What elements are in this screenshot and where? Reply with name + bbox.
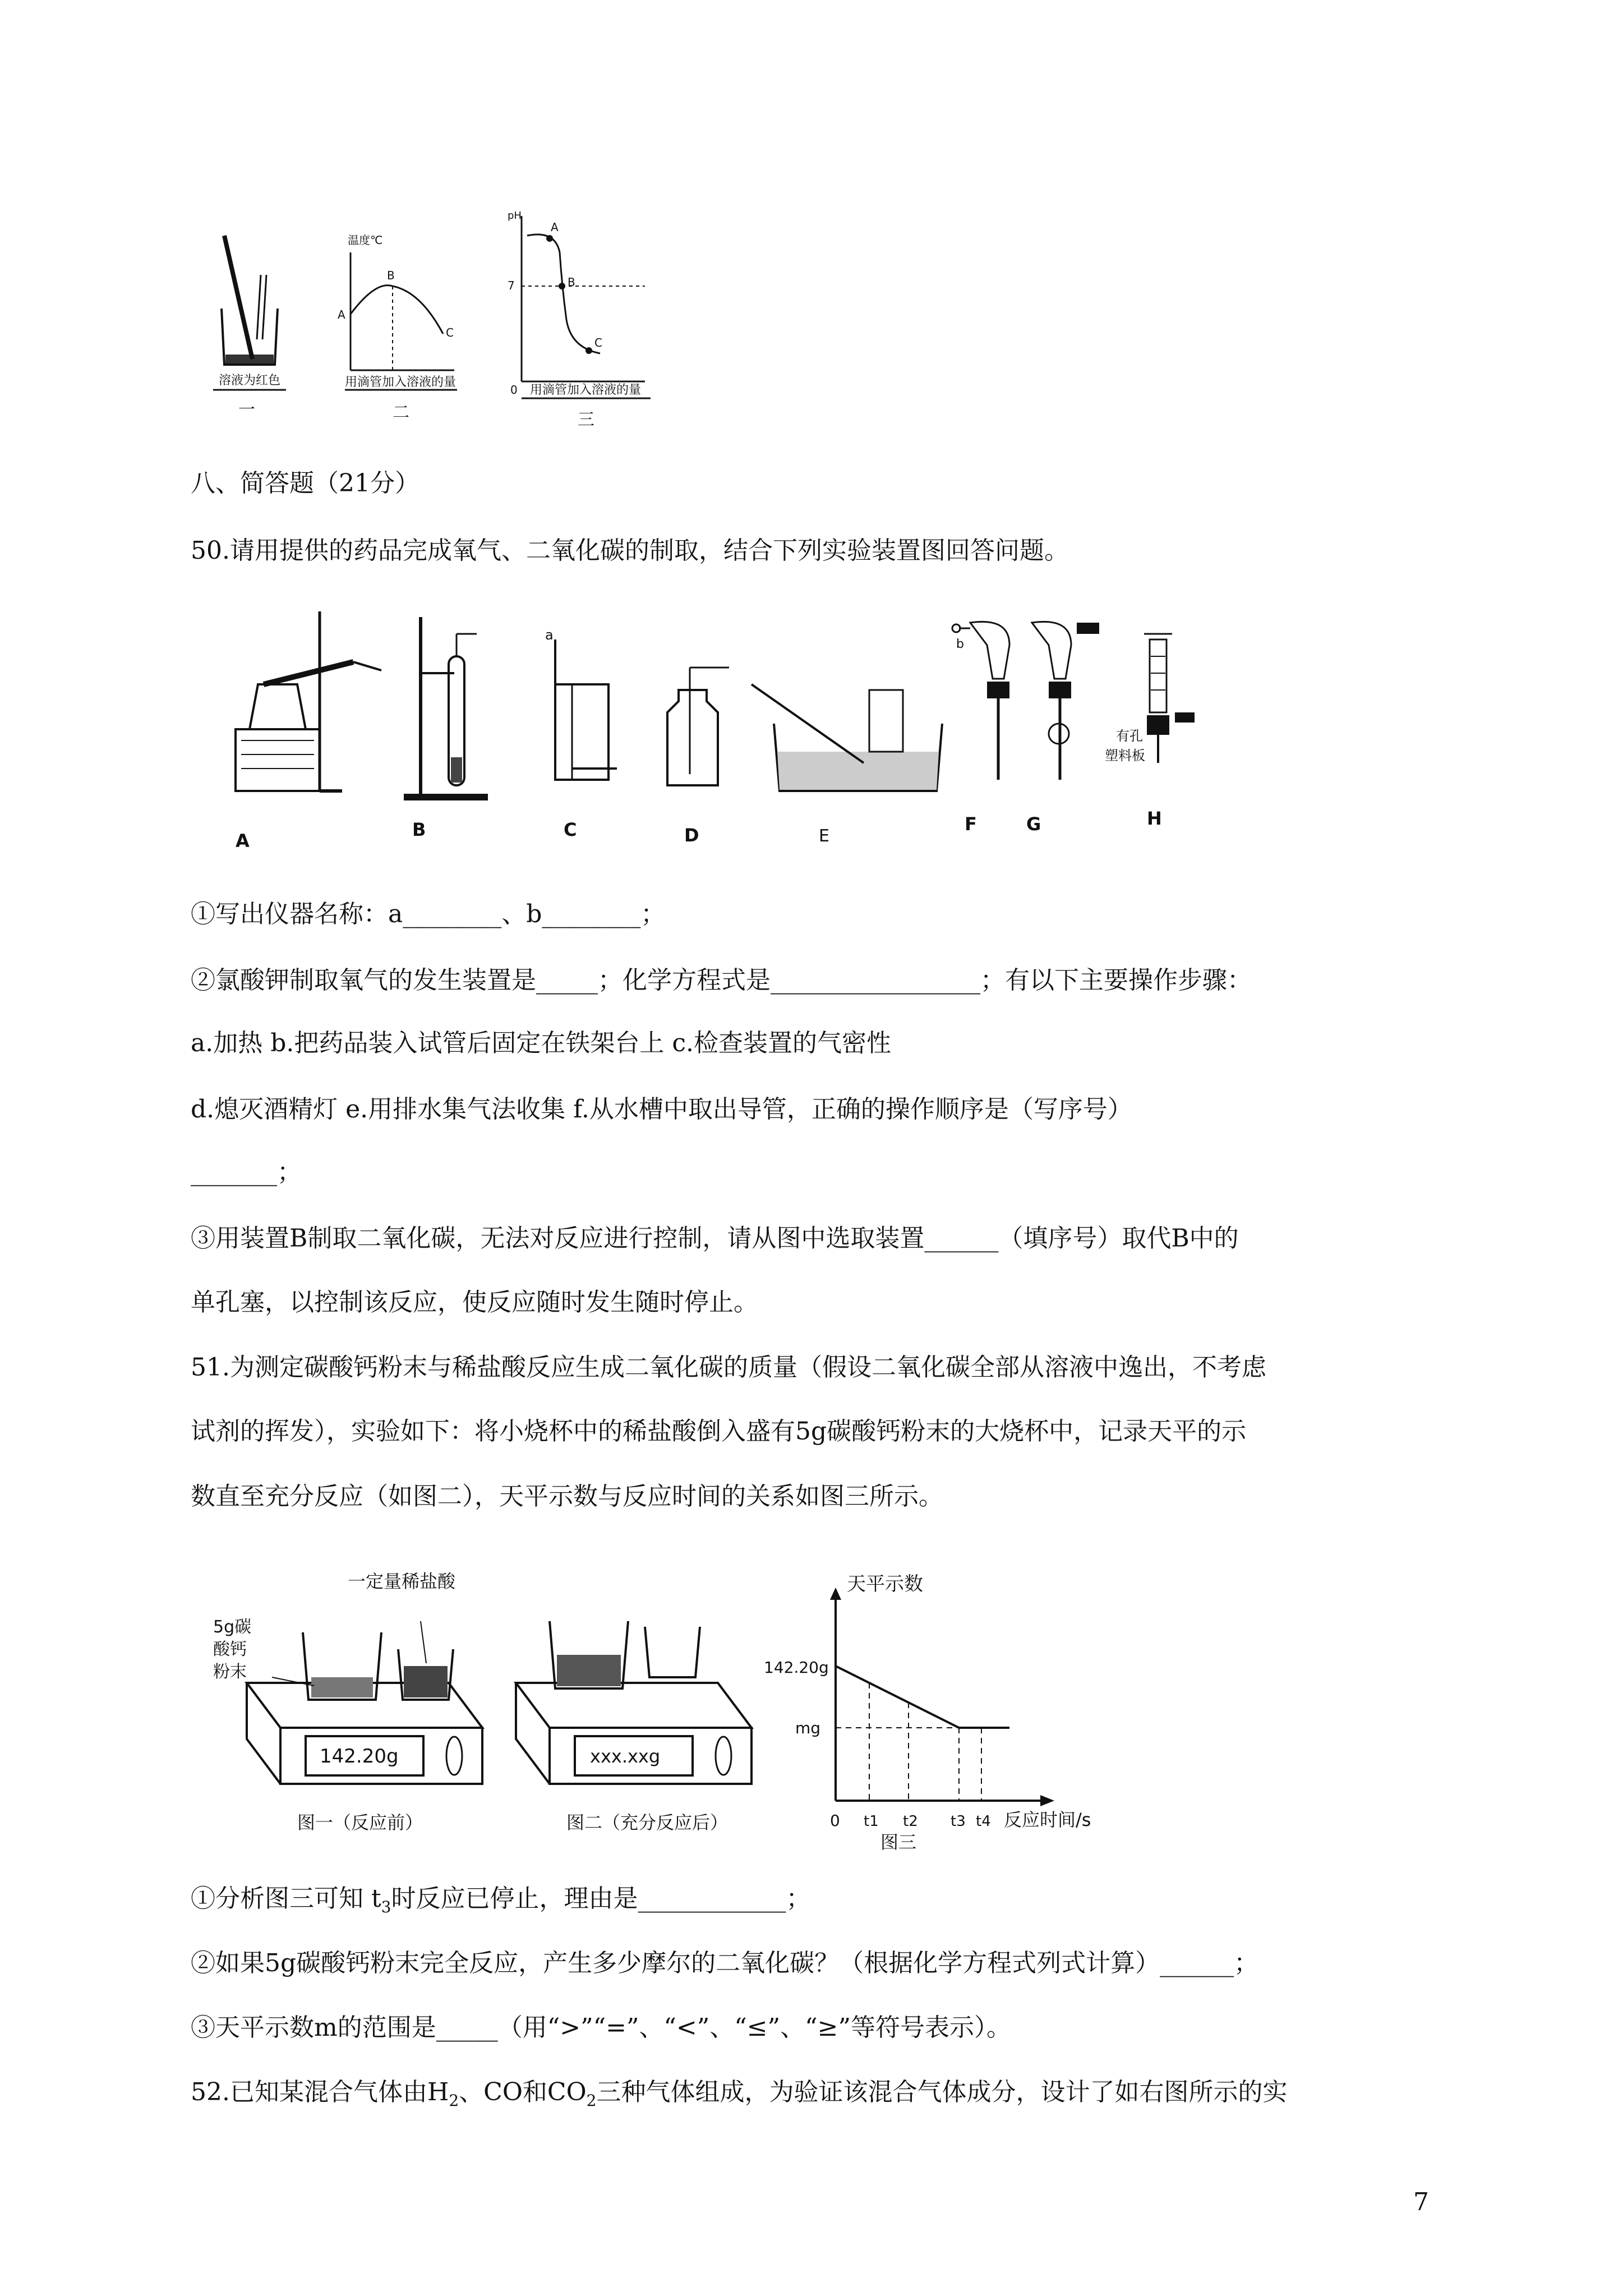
fig3-caption: 图三 [880,1832,917,1853]
fig2-point-a: A [338,308,345,321]
q50-intro: 50.请用提供的药品完成氧气、二氧化碳的制取，结合下列实验装置图回答问题。 [191,536,1069,565]
q50-line5: _______； [191,1158,302,1186]
fig3-point-b: B [568,275,575,289]
label-b: B [412,819,426,840]
ph-graph [522,216,645,381]
q51-line2: 试剂的挥发），实验如下：将小烧杯中的稀盐酸倒入盛有5g碳酸钙粉末的大烧杯中，记录天平的示 [191,1417,1247,1446]
q50-line6: ③用装置B制取二氧化碳，无法对反应进行控制，请从图中选取装置______（填序号）取代B中的 [191,1224,1239,1253]
page-number: 7 [1413,2188,1429,2216]
fig1-caption: 溶液为红色 [219,374,281,388]
section-title: 八、简答题（21分） [191,469,419,498]
q52-p1: 52.已知某混合气体由H [191,2078,449,2106]
balance-figures [213,1565,1133,1857]
fig3-tick-t2: t2 [903,1813,918,1830]
apparatus-a [236,611,381,791]
fig1-label: 一 [238,400,255,420]
mark-a: a [545,627,554,643]
q50-line3: a.加热 b.把药品装入试管后固定在铁架台上 c.检查装置的气密性 [191,1029,891,1057]
fig3-ylabel: 天平示数 [847,1573,923,1595]
label-a: A [236,830,250,852]
label-h: H [1147,808,1162,829]
q52-s2: 2 [586,2091,597,2110]
fig2-ylabel: 温度℃ [348,233,383,247]
powder-label-2: 酸钙 [213,1640,247,1659]
fig1-caption: 图一（反应前） [297,1812,423,1833]
balance-display-after: xxx.xxg [590,1746,661,1767]
label-g: G [1026,813,1041,835]
fig3-caption: 用滴管加入溶液的量 [530,383,642,397]
fig2-point-b: B [387,269,395,282]
mark-b: b [956,637,964,651]
q51-sub3: ③天平示数m的范围是_____（用“>”“=”、“<”、“≤”、“≥”等符号表示）。 [191,2013,1011,2042]
fig3-point-c: C [594,336,602,349]
beaker-figure [222,236,278,365]
fig2-caption: 图二（充分反应后） [566,1812,728,1833]
q52-s1: 2 [449,2091,459,2110]
powder-label-1: 5g碳 [213,1617,252,1637]
q51-sub1-post: 时反应已停止，理由是____________； [391,1884,811,1913]
q52-line1 [191,2076,1288,2118]
q51-line3: 数直至充分反应（如图二），天平示数与反应时间的关系如图三所示。 [191,1482,943,1511]
mass-time-graph [830,1588,1054,1806]
label-c: C [564,819,577,840]
apparatus-figure [213,600,1234,864]
q51-sub2: ②如果5g碳酸钙粉末完全反应，产生多少摩尔的二氧化碳？（根据化学方程式列式计算）______； [191,1949,1259,1977]
q51-line1: 51.为测定碳酸钙粉末与稀盐酸反应生成二氧化碳的质量（假设二氧化碳全部从溶液中逸出，不考虑 [191,1353,1266,1382]
fig3-point-a: A [551,220,559,234]
temperature-graph [351,252,454,370]
fig3-zero: 0 [510,383,518,397]
fig3-label: 三 [578,410,594,430]
q51-sub1-pre: ①分析图三可知 t [191,1884,381,1913]
q51-sub1-sub: 3 [381,1897,391,1916]
label-d: D [684,825,699,846]
fig2-caption: 用滴管加入溶液的量 [345,375,457,389]
q50-line7: 单孔塞，以控制该反应，使反应随时发生随时停止。 [191,1288,758,1317]
fig3-tick-t4: t4 [976,1813,991,1830]
apparatus-g [1032,622,1099,780]
q50-line1: ①写出仪器名称：a________、b________； [191,900,666,928]
apparatus-d [667,668,729,785]
acid-label: 一定量稀盐酸 [348,1571,456,1592]
fig3-seven: 7 [508,279,515,292]
label-e: E [819,826,829,846]
q50-line4: d.熄灭酒精灯 e.用排水集气法收集 f.从水槽中取出导管，正确的操作顺序是（写序号） [191,1095,1132,1124]
fig3-tick-t3: t3 [951,1813,966,1830]
apparatus-e [751,684,942,791]
g-note-line1: 有孔 [1116,728,1143,744]
apparatus-h [1144,634,1195,763]
q52-p2: 、CO和CO [459,2078,587,2106]
fig3-ylabel: pH [508,210,522,222]
fig3-y-top: 142.20g [764,1658,829,1677]
q50-line2: ②氯酸钾制取氧气的发生装置是_____；化学方程式是_________________；有以下主要操作步骤： [191,966,1252,995]
apparatus-c [555,639,617,780]
q51-sub1 [191,1882,811,1924]
powder-label-3: 粉末 [213,1662,247,1682]
label-f: F [965,813,977,835]
fig3-y-m: mg [795,1719,821,1737]
fig2-point-c: C [446,326,454,339]
fig3-xlabel: 反应时间/s [1004,1809,1091,1830]
apparatus-b [404,617,488,800]
fig3-tick-t1: t1 [864,1813,879,1830]
fig2-label: 二 [393,403,409,422]
top-figures [208,196,656,432]
fig3-x-zero: 0 [830,1811,840,1830]
g-note-line2: 塑料板 [1105,748,1145,763]
balance-display-before: 142.20g [320,1745,399,1768]
q52-p3: 三种气体组成，为验证该混合气体成分，设计了如右图所示的实 [596,2078,1288,2106]
